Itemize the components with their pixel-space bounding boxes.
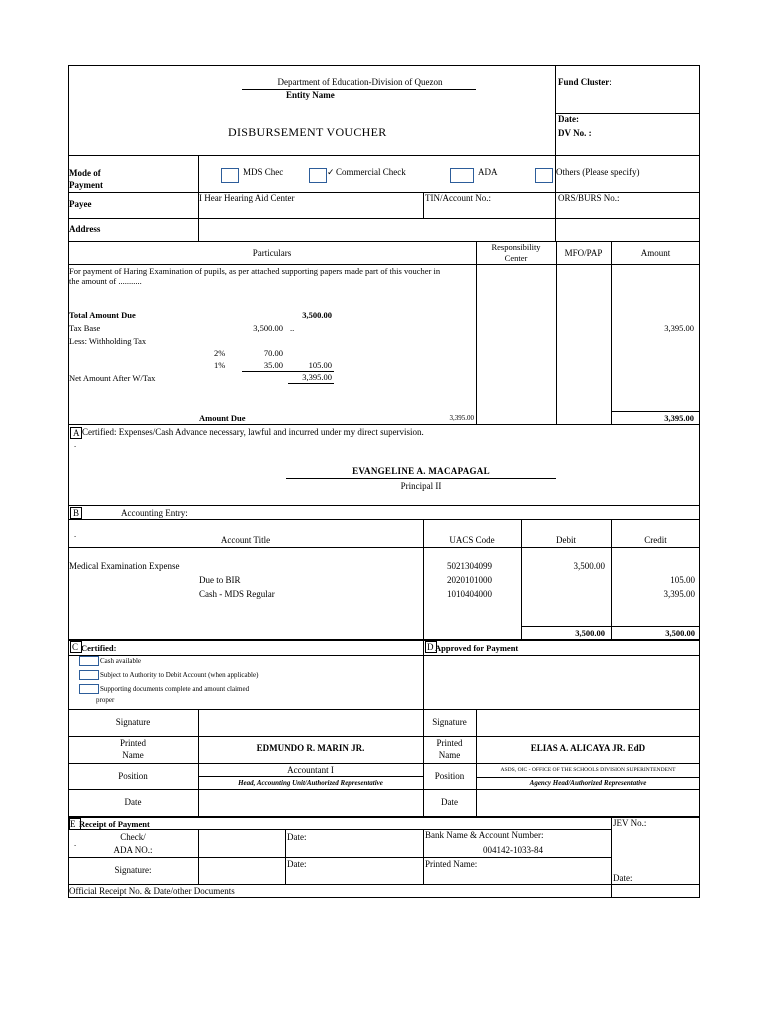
mfo-divider — [556, 241, 557, 424]
section-a-signatory-name: EVANGELINE A. MACAPAGAL — [352, 466, 490, 476]
section-b-letter: B — [73, 508, 80, 518]
d-position-sub: Agency Head/Authorized Representative — [529, 779, 647, 787]
section-b-header-line — [68, 519, 700, 520]
c-printed-name-label-1: Printed — [120, 738, 146, 748]
amount-divider — [611, 241, 612, 424]
entry-3-title: Cash - MDS Regular — [199, 589, 275, 599]
receipt-signature-label: Signature: — [114, 865, 152, 875]
resp-center-divider — [476, 241, 477, 424]
bank-label: Bank Name & Account Number: — [425, 830, 544, 840]
department-name: Department of Education-Division of Quezon — [277, 77, 443, 87]
section-e-title: Receipt of Payment — [79, 819, 150, 829]
uacs-header: UACS Code — [449, 535, 495, 545]
receipt-date-divider — [285, 829, 286, 884]
amount-due-total: 3,395.00 — [664, 413, 694, 423]
authority-debit-label: Subject to Authority to Debit Account (when applicable) — [100, 671, 259, 679]
supporting-docs-label: Supporting documents complete and amount claimed — [100, 685, 250, 693]
payee-label: Payee — [69, 199, 92, 209]
d-printed-name-label-1: Printed — [436, 738, 463, 748]
signature-top-line — [68, 709, 700, 710]
totals-top-line — [521, 626, 700, 627]
jev-date-label: Date: — [613, 873, 633, 883]
mfo-pap-header: MFO/PAP — [564, 248, 603, 258]
payee-bottom-line — [68, 218, 700, 219]
section-d-letter: D — [427, 642, 434, 652]
others-checkbox[interactable] — [535, 168, 553, 183]
authority-debit-checkbox[interactable] — [79, 670, 99, 680]
entry-2-uacs: 2020101000 — [447, 575, 492, 585]
c-position-label: Position — [118, 771, 148, 781]
section-a-sign-line — [286, 478, 556, 479]
section-b-dot: . — [74, 529, 77, 539]
tax-base-value: 3,500.00 — [253, 323, 283, 333]
entry-2-title: Due to BIR — [199, 575, 241, 585]
header-divider — [555, 65, 556, 241]
receipt-mid-line — [68, 857, 611, 858]
section-b-bottom-line — [68, 639, 700, 641]
total-credit: 3,500.00 — [665, 628, 695, 638]
mode-label-2: Payment — [69, 180, 103, 190]
entry-3-credit: 3,395.00 — [663, 589, 695, 599]
section-a-letter: A — [73, 428, 80, 438]
total-debit: 3,500.00 — [575, 628, 605, 638]
fund-cluster-label: Fund Cluster: — [558, 77, 612, 87]
wt-value-1: 70.00 — [263, 348, 283, 358]
c-position-sub-line — [198, 776, 423, 777]
payee-value: I Hear Hearing Aid Center — [199, 193, 295, 203]
entry-2-credit: 105.00 — [670, 575, 695, 585]
others-label: Others (Please specify) — [556, 167, 640, 177]
tin-divider — [423, 192, 424, 218]
net-amount-label: Net Amount After W/Tax — [69, 373, 156, 383]
amount-due-label: Amount Due — [199, 413, 246, 423]
ors-burs-label: ORS/BURS No.: — [558, 193, 620, 203]
resp-center-header-2: Center — [504, 253, 528, 263]
particulars-bottom-line — [68, 424, 700, 425]
c-label-divider — [198, 709, 199, 816]
c-signature-label: Signature — [115, 717, 151, 727]
section-a-signatory-position: Principal II — [400, 481, 442, 491]
receipt-printed-name-label: Printed Name: — [425, 859, 478, 869]
receipt-bank-divider — [423, 829, 424, 884]
section-a-dot: . — [74, 439, 77, 449]
entry-1-uacs: 5021304099 — [447, 561, 492, 571]
receipt-date-label-2: Date: — [287, 859, 307, 869]
receipt-bottom-line — [68, 884, 700, 885]
commercial-check-checkbox[interactable] — [309, 168, 327, 183]
particulars-header-line — [68, 264, 700, 265]
check-mark-icon: ✓ — [327, 167, 335, 177]
amount-column-value: 3,395.00 — [664, 323, 694, 333]
particulars-description-2: the amount of ........... — [69, 276, 142, 286]
form-title: DISBURSEMENT VOUCHER — [228, 125, 387, 139]
mds-check-label: MDS Chec — [243, 167, 284, 177]
particulars-header: Particulars — [252, 248, 292, 258]
wt-value-2: 35.00 — [263, 360, 283, 370]
check-ada-label-1: Check/ — [120, 832, 146, 842]
withholding-label: Less: Withholding Tax — [69, 336, 147, 346]
commercial-check-label: Commercial Check — [336, 167, 406, 177]
account-title-header: Account Title — [220, 535, 271, 545]
entry-3-uacs: 1010404000 — [447, 589, 492, 599]
accounting-header-line — [68, 547, 700, 548]
section-c-title: Certified: — [81, 643, 117, 653]
ada-label: ADA — [478, 167, 498, 177]
section-e-letter: E — [70, 819, 76, 829]
section-b-title: Accounting Entry: — [121, 508, 188, 518]
credit-header: Credit — [644, 535, 667, 545]
receipt-date-label-1: Date: — [287, 832, 307, 842]
d-position-sub-line — [476, 777, 700, 778]
c-position-value: Accountant I — [287, 765, 334, 775]
dv-no-label: DV No. : — [558, 128, 592, 138]
cd-header-line — [68, 655, 700, 656]
ada-checkbox[interactable] — [450, 168, 474, 183]
jev-divider — [611, 816, 612, 898]
date-top-line — [68, 789, 700, 790]
resp-center-header-1: Responsibility — [491, 242, 541, 252]
tax-base-label: Tax Base — [69, 323, 101, 333]
mds-check-checkbox[interactable] — [221, 168, 239, 183]
entry-1-debit: 3,500.00 — [573, 561, 605, 571]
check-ada-label-2: ADA NO.: — [113, 845, 153, 855]
d-printed-name-label-2: Name — [438, 750, 461, 760]
amount-due-top-line — [611, 411, 700, 412]
tin-label: TIN/Account No.: — [425, 193, 491, 203]
amount-due-small: 3,395.00 — [449, 414, 474, 422]
d-printed-name-value: ELIAS A. ALICAYA JR. EdD — [530, 743, 646, 753]
date-label: Date: — [558, 114, 579, 124]
cd-bottom-line — [68, 816, 700, 818]
section-d-title: Approved for Payment — [435, 643, 519, 653]
cash-available-checkbox[interactable] — [79, 656, 99, 666]
wt-rate-1: 2% — [214, 348, 226, 358]
c-printed-name-label-2: Name — [122, 750, 144, 760]
address-label: Address — [69, 224, 101, 234]
receipt-label-divider — [198, 829, 199, 884]
entry-1-title: Medical Examination Expense — [69, 561, 180, 571]
section-e-dot: . — [74, 838, 77, 848]
debit-header: Debit — [556, 535, 576, 545]
total-amount-due-value: 3,500.00 — [302, 310, 332, 320]
section-a-bottom-line — [68, 505, 700, 506]
wt-rate-2: 1% — [214, 360, 226, 370]
cash-available-label: Cash available — [100, 657, 142, 665]
d-position-label: Position — [434, 771, 465, 781]
tax-base-dots: .. — [290, 323, 295, 333]
d-date-label: Date — [441, 797, 458, 807]
amount-header: Amount — [640, 248, 671, 258]
address-bottom-line — [68, 241, 700, 242]
total-amount-due-label: Total Amount Due — [69, 310, 136, 320]
section-c-letter: C — [72, 642, 79, 652]
jev-label: JEV No.: — [613, 818, 647, 828]
cd-divider — [423, 639, 424, 817]
supporting-docs-label-cont: proper — [96, 696, 115, 704]
section-a-certified: Certified: Expenses/Cash Advance necessary, lawful and incurred under my direct supervision. — [82, 427, 424, 437]
d-signature-label: Signature — [432, 717, 467, 727]
printed-name-top-line — [68, 736, 700, 737]
entity-underline — [242, 89, 476, 90]
net-amount-value: 3,395.00 — [302, 372, 332, 382]
supporting-docs-checkbox[interactable] — [79, 684, 99, 694]
c-printed-name-value: EDMUNDO R. MARIN JR. — [256, 743, 365, 753]
particulars-description-1: For payment of Haring Examination of pupils, as per attached supporting papers made part of this voucher in — [69, 266, 441, 276]
c-date-label: Date — [124, 797, 142, 807]
entity-name-label: Entity Name — [286, 90, 335, 100]
bank-value: 004142-1033-84 — [483, 845, 543, 855]
net-underline — [288, 383, 334, 384]
wt-total: 105.00 — [308, 360, 332, 370]
c-position-sub: Head, Accounting Unit/Authorized Representative — [238, 779, 383, 787]
d-label-divider — [476, 709, 477, 816]
position-top-line — [68, 763, 700, 764]
d-position-value: ASDS, OIC - OFFICE OF THE SCHOOLS DIVISION SUPERINTENDENT — [500, 767, 676, 773]
official-receipt-label: Official Receipt No. & Date/other Documents — [69, 886, 235, 896]
mode-label-1: Mode of — [69, 168, 101, 178]
header-bottom-line — [68, 155, 700, 156]
